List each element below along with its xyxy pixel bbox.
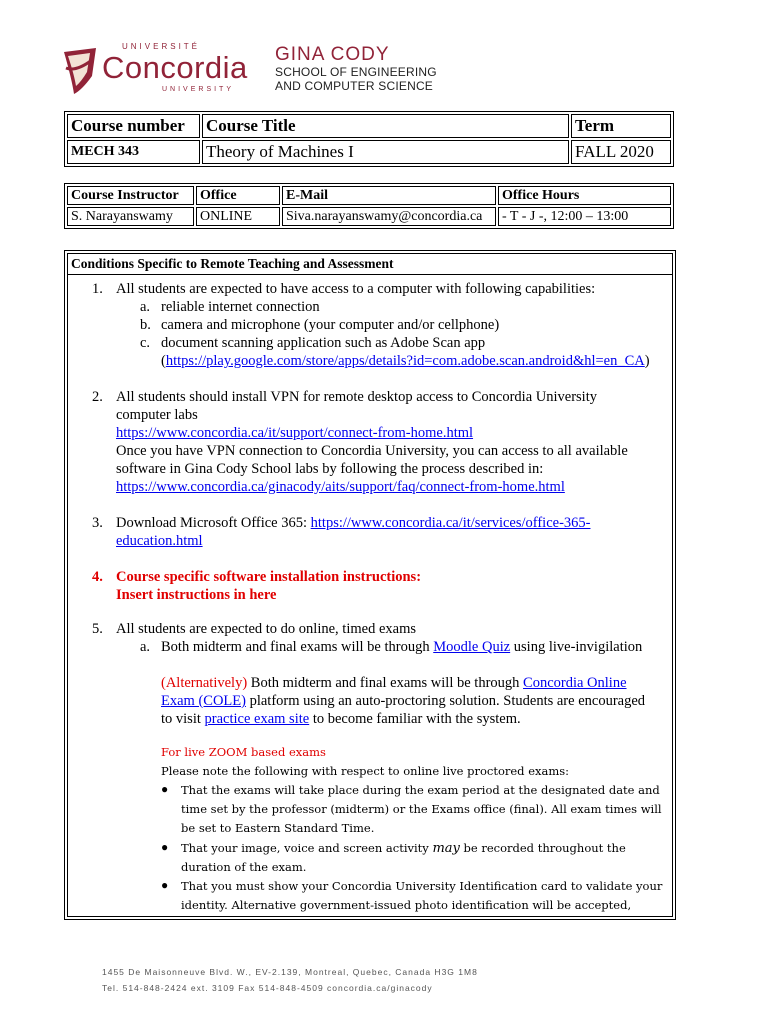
bullet2-may: may bbox=[432, 841, 460, 856]
item5a-text: Both midterm and final exams will be through bbox=[161, 639, 434, 655]
logo-university: UNIVERSITY bbox=[162, 86, 235, 93]
item4-line1: Course specific software installation instructions: bbox=[116, 569, 422, 585]
course-info-table bbox=[64, 111, 674, 167]
header-term: Term bbox=[571, 114, 671, 138]
course-number: MECH 343 bbox=[67, 140, 200, 164]
item2-line1: All students should install VPN for remote desktop access to Concordia University bbox=[116, 389, 597, 405]
instructor-info-table bbox=[64, 183, 674, 229]
bullet1-line1: That the exams will take place during the exam period at the designated date and bbox=[181, 783, 660, 797]
item3-number: 3. bbox=[92, 515, 103, 531]
course-title: Theory of Machines I bbox=[202, 140, 569, 164]
practice-exam-link[interactable]: practice exam site bbox=[204, 711, 310, 727]
alt-text3: to visit bbox=[161, 711, 205, 727]
footer-address bbox=[102, 964, 478, 996]
item1b-label: b. bbox=[140, 317, 151, 333]
instructor-email: Siva.narayanswamy@concordia.ca bbox=[282, 207, 496, 226]
alt-line3 bbox=[161, 710, 521, 728]
header-instructor: Course Instructor bbox=[67, 186, 194, 205]
instructor-office: ONLINE bbox=[196, 207, 280, 226]
course-header-row bbox=[67, 114, 671, 138]
item1-text: All students are expected to have access to a computer with following capabilities: bbox=[116, 281, 596, 297]
cole-link-continued[interactable]: Exam (COLE) bbox=[161, 693, 246, 709]
concordia-logo bbox=[62, 42, 262, 102]
conditions-frame bbox=[67, 253, 673, 917]
faculty-line2: AND COMPUTER SCIENCE bbox=[275, 79, 434, 93]
bullet-icon: ● bbox=[161, 782, 169, 796]
item2-line2: computer labs bbox=[116, 407, 198, 423]
bullet-icon: ● bbox=[161, 840, 169, 854]
course-value-row bbox=[67, 140, 671, 164]
alt-line2 bbox=[161, 692, 645, 710]
item3-line bbox=[116, 514, 590, 532]
item1-number: 1. bbox=[92, 281, 103, 297]
alt-text2: platform using an auto-proctoring solution. Students are encouraged bbox=[245, 693, 646, 709]
item5-number: 5. bbox=[92, 621, 103, 637]
item1a-text: reliable internet connection bbox=[161, 299, 320, 315]
logo-wordmark: Concordia bbox=[102, 50, 248, 85]
instructor-header-row bbox=[67, 186, 671, 205]
course-term: FALL 2020 bbox=[571, 140, 671, 164]
zoom-heading: For live ZOOM based exams bbox=[161, 745, 326, 759]
header-course-number: Course number bbox=[67, 114, 200, 138]
instructor-value-row bbox=[67, 207, 671, 226]
item5a-line bbox=[161, 638, 642, 656]
zoom-intro: Please note the following with respect to online live proctored exams: bbox=[161, 764, 570, 778]
vpn-link[interactable]: https://www.concordia.ca/it/support/connect-from-home.html bbox=[116, 425, 474, 441]
item1b-text: camera and microphone (your computer and/or cellphone) bbox=[161, 317, 500, 333]
item2-line3: Once you have VPN connection to Concordia University, you can access to all available bbox=[116, 443, 628, 459]
moodle-quiz-link[interactable]: Moodle Quiz bbox=[433, 639, 511, 655]
item5a-label: a. bbox=[140, 639, 151, 655]
alt-line1 bbox=[161, 674, 627, 692]
header-email: E-Mail bbox=[282, 186, 496, 205]
footer-line2: Tel. 514-848-2424 ext. 3109 Fax 514-848-4509 concordia.ca/ginacody bbox=[102, 983, 433, 993]
faculty-line1: SCHOOL OF ENGINEERING bbox=[275, 65, 437, 79]
paren-open: ( bbox=[161, 353, 166, 369]
alt-text4: to become familiar with the system. bbox=[309, 711, 521, 727]
header-office-hours: Office Hours bbox=[498, 186, 671, 205]
faculty-title: GINA CODY bbox=[275, 44, 390, 65]
bullet1-line3: be set to Eastern Standard Time. bbox=[181, 821, 375, 835]
item1a-label: a. bbox=[140, 299, 151, 315]
alt-text1: Both midterm and final exams will be through bbox=[247, 675, 524, 691]
bullet2-text-a: That your image, voice and screen activity bbox=[181, 841, 433, 855]
bullet3-line2: identity. Alternative government-issued photo identification will be accepted, bbox=[181, 898, 632, 912]
footer-line1: 1455 De Maisonneuve Blvd. W., EV-2.139, Montreal, Quebec, Canada H3G 1M8 bbox=[102, 967, 478, 977]
office365-link-continued[interactable]: education.html bbox=[116, 533, 203, 549]
conditions-section bbox=[64, 250, 676, 920]
bullet3-line1: That you must show your Concordia University Identification card to validate your bbox=[181, 879, 663, 893]
faculty-name bbox=[275, 45, 437, 93]
item3-text: Download Microsoft Office 365: bbox=[116, 515, 311, 531]
office365-link[interactable]: https://www.concordia.ca/it/services/office-365- bbox=[310, 515, 591, 531]
item5-text: All students are expected to do online, timed exams bbox=[116, 621, 416, 637]
item1c-label: c. bbox=[140, 335, 151, 351]
item4-line2: Insert instructions in here bbox=[116, 587, 277, 603]
bullet-icon: ● bbox=[161, 878, 169, 892]
adobe-scan-link[interactable]: https://play.google.com/store/apps/details?id=com.adobe.scan.android&hl=en_CA bbox=[165, 353, 645, 369]
bullet2-line2: duration of the exam. bbox=[181, 860, 307, 874]
shield-icon bbox=[62, 46, 98, 96]
item5a-rest: using live-invigilation bbox=[510, 639, 643, 655]
conditions-title: Conditions Specific to Remote Teaching and Assessment bbox=[68, 254, 672, 275]
item2-number: 2. bbox=[92, 389, 103, 405]
logo-universite: UNIVERSITÉ bbox=[122, 42, 201, 51]
item1c-text: document scanning application such as Adobe Scan app bbox=[161, 335, 486, 351]
cole-link[interactable]: Concordia Online bbox=[523, 675, 627, 691]
instructor-office-hours: - T - J -, 12:00 – 13:00 bbox=[498, 207, 671, 226]
header-course-title: Course Title bbox=[202, 114, 569, 138]
ginacody-labs-link[interactable]: https://www.concordia.ca/ginacody/aits/support/faq/connect-from-home.html bbox=[116, 479, 565, 495]
header-office: Office bbox=[196, 186, 280, 205]
item2-line4: software in Gina Cody School labs by following the process described in: bbox=[116, 461, 544, 477]
alt-label: (Alternatively) bbox=[161, 675, 248, 691]
item4-number: 4. bbox=[92, 569, 103, 585]
bullet2-text-b: be recorded throughout the bbox=[459, 841, 626, 855]
bullet1-line2: time set by the professor (midterm) or the Exams office (final). All exam times will bbox=[181, 802, 662, 816]
paren-close: ) bbox=[644, 353, 650, 369]
bullet2-line1 bbox=[181, 839, 626, 858]
instructor-name: S. Narayanswamy bbox=[67, 207, 194, 226]
item1c-link-line bbox=[161, 352, 650, 370]
